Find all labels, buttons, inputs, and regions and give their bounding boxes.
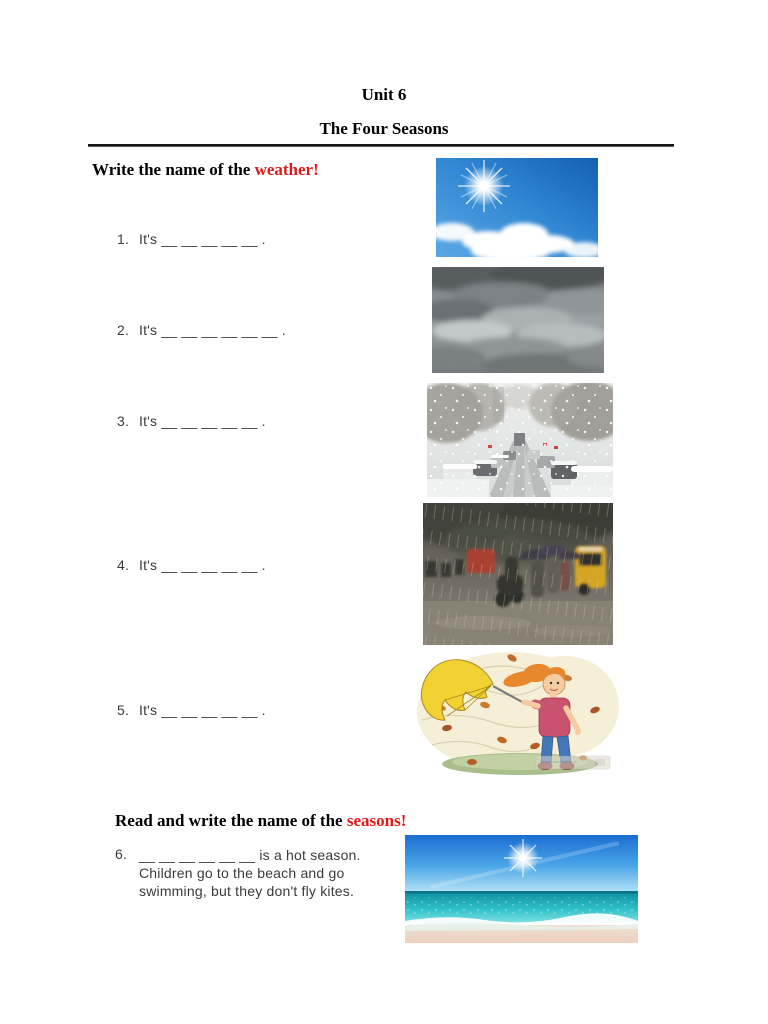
weather-heading-accent: weather! [254, 160, 319, 179]
seasons-heading-accent: seasons! [346, 811, 407, 830]
paragraph-line: __ __ __ __ __ __ is a hot season. [139, 847, 361, 863]
item-number: 6. [115, 846, 128, 862]
item-number: 5. [117, 702, 130, 718]
cloudy-sky-photo [432, 267, 604, 373]
header-divider [88, 144, 674, 147]
paragraph-line: swimming, but they don't fly kites. [139, 883, 355, 899]
item-number: 3. [117, 413, 130, 429]
fill-in-blank-paragraph [139, 846, 399, 900]
beach-photo [405, 835, 638, 943]
weather-section-heading [92, 160, 319, 180]
fill-in-blank-line: It's __ __ __ __ __ . [139, 231, 266, 247]
item-number: 4. [117, 557, 130, 573]
fill-in-blank-line: It's __ __ __ __ __ . [139, 557, 266, 573]
sunny-sky-photo [436, 158, 598, 257]
weather-heading-text: Write the name of the [92, 160, 255, 179]
fill-in-blank-line: It's __ __ __ __ __ . [139, 702, 266, 718]
paragraph-line: Children go to the beach and go [139, 865, 345, 881]
rainy-street-photo [423, 503, 613, 645]
fill-in-blank-line: It's __ __ __ __ __ . [139, 413, 266, 429]
seasons-heading-text: Read and write the name of the [115, 811, 347, 830]
fill-in-blank-line: It's __ __ __ __ __ __ . [139, 322, 286, 338]
snowy-street-photo [427, 383, 613, 497]
seasons-section-heading [115, 811, 406, 831]
unit-subtitle: The Four Seasons [319, 119, 449, 138]
watermark [536, 756, 610, 769]
windy-girl-cartoon [417, 650, 620, 780]
item-number: 1. [117, 231, 130, 247]
unit-title: Unit 6 [361, 85, 407, 104]
item-number: 2. [117, 322, 130, 338]
